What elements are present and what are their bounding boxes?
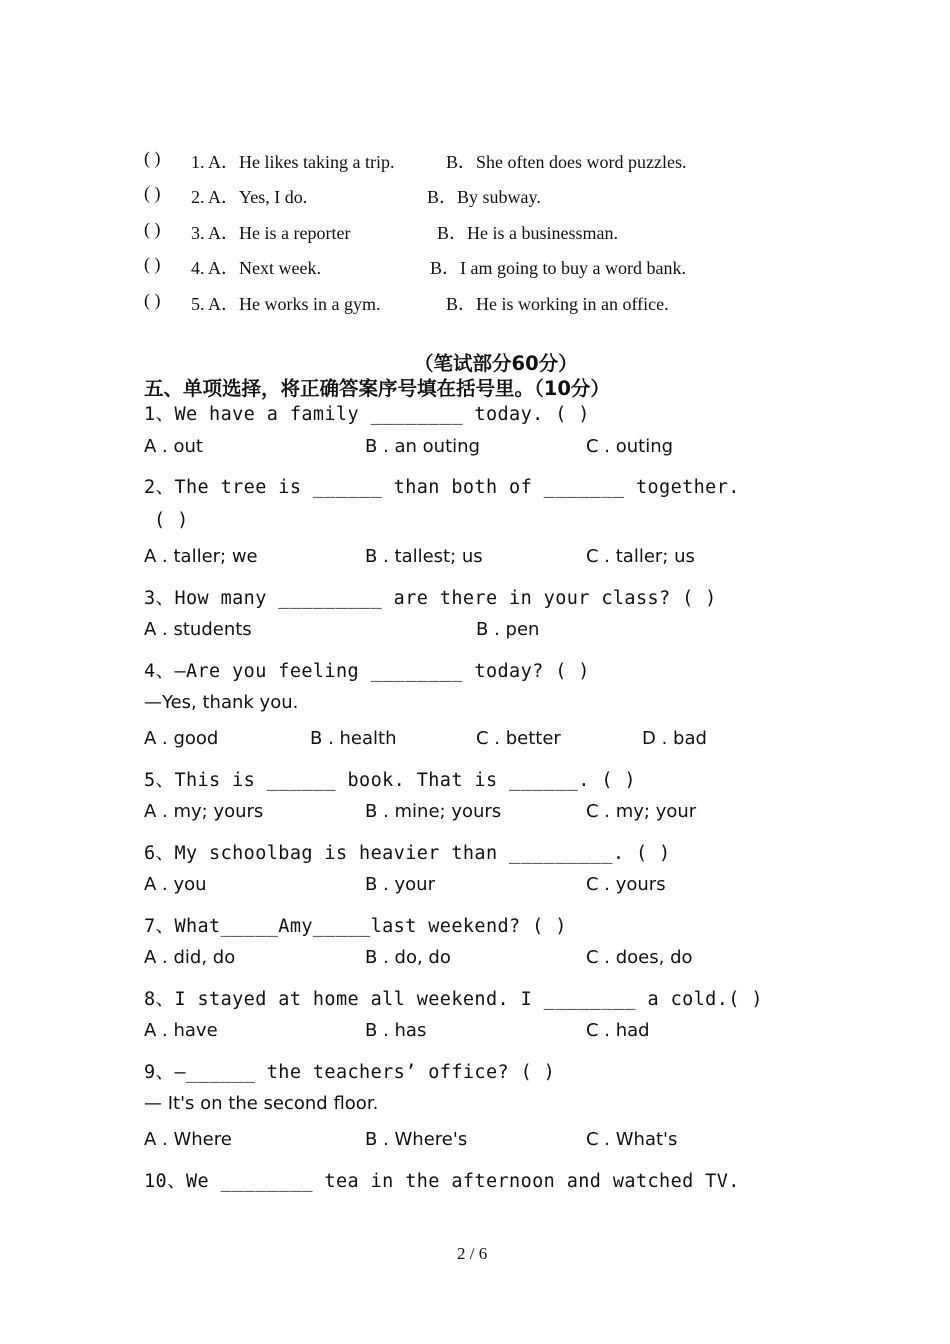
- option: C . outing: [586, 436, 674, 457]
- option: C . taller; us: [586, 546, 695, 567]
- option-b: B．He is working in an office.: [446, 294, 669, 314]
- reply-line: —Yes, thank you.: [144, 692, 299, 713]
- question-stem: 10、We ________ tea in the afternoon and watched TV.: [144, 1171, 740, 1192]
- option: B . an outing: [365, 436, 480, 457]
- answer-bracket: ( ): [144, 183, 161, 203]
- question-stem: 3、How many _________ are there in your class? ( ): [144, 588, 717, 609]
- option-b: B．I am going to buy a word bank.: [430, 258, 686, 278]
- option-a: 3. A．He is a reporter: [191, 223, 351, 243]
- option: A . you: [144, 874, 207, 895]
- option: C . had: [586, 1020, 650, 1041]
- option-b: B．By subway.: [427, 187, 541, 207]
- question-stem: 6、My schoolbag is heavier than _________. ( ): [144, 843, 671, 864]
- option: C . my; your: [586, 801, 697, 822]
- option: C . better: [476, 728, 561, 749]
- option-a: 4. A．Next week.: [191, 258, 321, 278]
- option: B . pen: [476, 619, 540, 640]
- option: A . students: [144, 619, 252, 640]
- option: C . What's: [586, 1129, 678, 1150]
- option: C . does, do: [586, 947, 693, 968]
- option-b: B．He is a businessman.: [437, 223, 618, 243]
- option: A . out: [144, 436, 203, 457]
- option-b: B．She often does word puzzles.: [446, 152, 687, 172]
- answer-bracket: ( ): [144, 219, 161, 239]
- option: A . have: [144, 1020, 218, 1041]
- question-stem: 9、—______ the teachers’ office? ( ): [144, 1062, 556, 1083]
- option: A . Where: [144, 1129, 232, 1150]
- option: C . yours: [586, 874, 666, 895]
- option: B . tallest; us: [365, 546, 483, 567]
- option-a: 1. A．He likes taking a trip.: [191, 152, 395, 172]
- option: D . bad: [642, 728, 707, 749]
- option: B . health: [310, 728, 397, 749]
- question-stem: 1、We have a family ________ today. ( ): [144, 404, 590, 425]
- option: A . taller; we: [144, 546, 258, 567]
- option: A . did, do: [144, 947, 236, 968]
- page-number: 2 / 6: [457, 1244, 488, 1263]
- answer-bracket: ( ): [154, 510, 189, 531]
- option: B . has: [365, 1020, 427, 1041]
- option: B . your: [365, 874, 435, 895]
- answer-bracket: ( ): [144, 290, 161, 310]
- option: A . good: [144, 728, 219, 749]
- question-stem: 2、The tree is ______ than both of _______ together.: [144, 477, 740, 498]
- answer-bracket: ( ): [144, 254, 161, 274]
- option-a: 5. A．He works in a gym.: [191, 294, 381, 314]
- answer-bracket: ( ): [144, 148, 161, 168]
- option-a: 2. A．Yes, I do.: [191, 187, 308, 207]
- option: A . my; yours: [144, 801, 264, 822]
- written-part-header: （笔试部分60分）: [414, 352, 578, 375]
- question-stem: 4、—Are you feeling ________ today? ( ): [144, 661, 590, 682]
- option: B . Where's: [365, 1129, 468, 1150]
- question-stem: 5、This is ______ book. That is ______. ( ): [144, 770, 636, 791]
- question-stem: 8、I stayed at home all weekend. I ________ a cold.( ): [144, 989, 763, 1010]
- option: B . do, do: [365, 947, 451, 968]
- reply-line: — It's on the second floor.: [144, 1093, 379, 1114]
- section-title: 五、单项选择，将正确答案序号填在括号里。（10分）: [144, 377, 610, 400]
- question-stem: 7、What_____Amy_____last weekend? ( ): [144, 916, 567, 937]
- option: B . mine; yours: [365, 801, 502, 822]
